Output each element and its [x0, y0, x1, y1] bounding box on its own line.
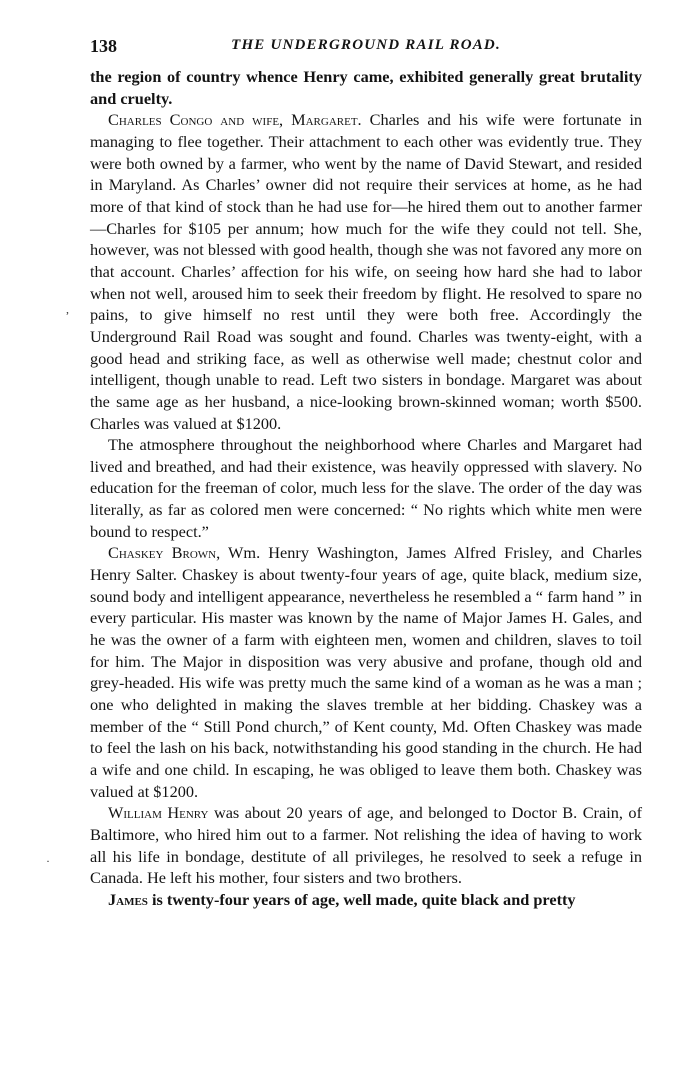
page-header	[90, 36, 642, 60]
margin-speck: ,	[66, 302, 69, 316]
running-title: THE UNDERGROUND RAIL ROAD.	[231, 37, 501, 53]
paragraph-lead: Chaskey Brown,	[108, 543, 221, 563]
paragraph-lead: Charles Congo and wife, Margaret.	[108, 110, 362, 130]
paragraph-lead: William Henry	[108, 803, 209, 823]
paragraph-text: Wm. Henry Washington, James Alfred Frisley, and Charles Henry Salter. Chaskey is about twenty-four years of age, quite black, medium size, sound body and intelligent appearance, nevertheless he resembled a “ farm hand ” in every particular. His master was known by the name of Major James H. Gales, and he was the owner of a farm with eighteen men, women and children, slaves to toil for him. The Major in disposition was very abusive and profane, though old and grey-headed. His wife was pretty much the same kind of a woman as he was a man ; one who delighted in making the slaves tremble at her bidding. Chaskey was a member of the “ Still Pond church,” of Kent county, Md. Often Chaskey was made to feel the lash on his back, notwithstanding his good standing in the church. He had a wife and one child. In escaping, he was obliged to leave them both. Chaskey was valued at $1200.	[90, 543, 642, 801]
paragraph-text: the region of country whence Henry came, exhibited generally great brutality and cruelty.	[90, 67, 642, 108]
paragraph-atmosphere	[90, 434, 642, 542]
paragraph-text: The atmosphere throughout the neighborhood where Charles and Margaret had lived and breathed, and had their existence, was heavily oppressed with slavery. No education for the freeman of color, much less for the slave. The order of the day was literally, as far as colored men were concerned: “ No rights which white men were bound to respect.”	[90, 435, 642, 541]
body-text	[90, 66, 642, 911]
paragraph-text: was about 20 years of age, and belonged to Doctor B. Crain, of Baltimore, who hired him out to a farmer. Not relishing the idea of having to work all his life in bondage, destitute of all privileges, he resolved to seek a refuge in Canada. He left his mother, four sisters and two brothers.	[90, 803, 642, 888]
paragraph-lead: James	[108, 889, 148, 909]
paragraph-continuation	[90, 66, 642, 109]
margin-speck: ·	[46, 854, 50, 868]
paragraph-william-henry	[90, 802, 642, 889]
paragraph-james	[90, 889, 642, 911]
page-number: 138	[90, 36, 117, 56]
paragraph-charles-congo	[90, 109, 642, 434]
paragraph-text: is twenty-four years of age, well made, quite black and pretty	[147, 889, 576, 909]
paragraph-text: Charles and his wife were fortunate in managing to flee together. Their attachment to each other was evidently true. They were both owned by a farmer, who went by the name of David Stewart, and resided in Maryland. As Charles’ owner did not require their services at home, as he had more of that kind of stock than he had use for—he hired them out to another farmer—Charles for $105 per annum; how much for the wife they could not tell. She, however, was not blessed with good health, though she was not favored any more on that account. Charles’ affection for his wife, on seeing how hard she had to labor when not well, aroused him to seek their freedom by flight. He resolved to spare no pains, to give himself no rest until they were both free. Accordingly the Underground Rail Road was sought and found. Charles was twenty-eight, with a good head and striking face, as well as otherwise well made; chestnut color and intelligent, though unable to read. Left two sisters in bondage. Margaret was about the same age as her husband, a nice-looking brown-skinned woman; worth $500. Charles was valued at $1200.	[90, 110, 642, 433]
paragraph-chaskey-brown	[90, 542, 642, 802]
